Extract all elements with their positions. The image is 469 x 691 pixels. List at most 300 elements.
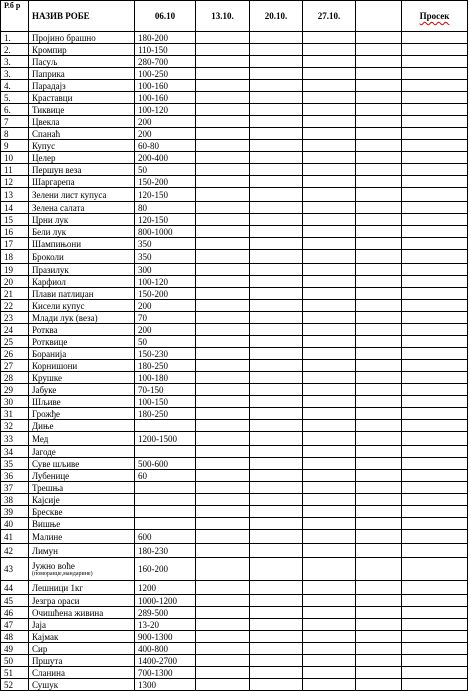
product-name-text: Језгра ораси <box>32 595 80 606</box>
table-row <box>1 202 468 214</box>
price-week-2 <box>196 679 250 691</box>
price-week-2 <box>196 506 250 518</box>
price-week-5 <box>356 408 402 420</box>
product-name-note: (поморанџе,мандарине) <box>32 570 93 577</box>
price-week-2 <box>196 68 250 80</box>
price-average <box>402 214 468 226</box>
price-week-5 <box>356 116 402 128</box>
product-name-text: Парадајз <box>32 80 66 91</box>
product-name-text: Плави патлиџан <box>32 288 94 299</box>
price-average <box>402 32 468 44</box>
table-body <box>1 32 468 691</box>
table-row <box>1 544 468 558</box>
price-week-5 <box>356 506 402 518</box>
product-name <box>29 188 135 202</box>
header-row <box>1 1 468 32</box>
price-week-2 <box>196 384 250 396</box>
product-name-text: Тиквице <box>32 104 65 115</box>
price-range-week-1: 60 <box>135 470 196 482</box>
row-number: 1. <box>1 32 29 44</box>
price-average <box>402 408 468 420</box>
price-week-4 <box>303 250 356 264</box>
price-week-3 <box>250 164 303 176</box>
table-row <box>1 446 468 458</box>
price-week-3 <box>250 312 303 324</box>
price-average <box>402 164 468 176</box>
price-range-week-1: 200 <box>135 116 196 128</box>
row-number: 19 <box>1 264 29 276</box>
row-number: 47 <box>1 619 29 631</box>
product-name <box>29 68 135 80</box>
price-week-2 <box>196 264 250 276</box>
price-average <box>402 679 468 691</box>
row-number: 28 <box>1 372 29 384</box>
price-average <box>402 558 468 581</box>
price-average <box>402 432 468 446</box>
table-row <box>1 226 468 238</box>
price-week-5 <box>356 56 402 68</box>
price-average <box>402 238 468 250</box>
table-row <box>1 348 468 360</box>
row-number: 10 <box>1 152 29 164</box>
price-week-4 <box>303 372 356 384</box>
price-range-week-1: 200-400 <box>135 152 196 164</box>
price-range-week-1: 350 <box>135 250 196 264</box>
product-name-text: Зелени лист купуса <box>32 189 107 200</box>
price-week-2 <box>196 202 250 214</box>
product-name-text: Црни лук <box>32 214 69 225</box>
price-week-4 <box>303 104 356 116</box>
price-week-5 <box>356 32 402 44</box>
row-number: 16 <box>1 226 29 238</box>
price-week-5 <box>356 558 402 581</box>
price-range-week-1: 60-80 <box>135 140 196 152</box>
price-week-2 <box>196 396 250 408</box>
table-row <box>1 667 468 679</box>
table-row <box>1 80 468 92</box>
product-name-text: Грожђе <box>32 408 60 419</box>
price-average <box>402 80 468 92</box>
price-week-4 <box>303 68 356 80</box>
table-row <box>1 655 468 667</box>
product-name <box>29 226 135 238</box>
header-average-label: Просек <box>419 11 450 21</box>
price-week-2 <box>196 176 250 188</box>
price-range-week-1: 1200-1500 <box>135 432 196 446</box>
price-week-4 <box>303 643 356 655</box>
product-name <box>29 92 135 104</box>
product-name <box>29 250 135 264</box>
product-name <box>29 607 135 619</box>
price-week-4 <box>303 396 356 408</box>
price-average <box>402 92 468 104</box>
row-number: 7 <box>1 116 29 128</box>
price-week-3 <box>250 384 303 396</box>
price-week-3 <box>250 68 303 80</box>
price-average <box>402 264 468 276</box>
price-week-3 <box>250 188 303 202</box>
product-name-text: Пасуљ <box>32 56 58 67</box>
price-range-week-1 <box>135 494 196 506</box>
price-week-4 <box>303 506 356 518</box>
product-name <box>29 360 135 372</box>
price-week-4 <box>303 188 356 202</box>
price-week-5 <box>356 482 402 494</box>
price-week-3 <box>250 518 303 530</box>
price-week-5 <box>356 336 402 348</box>
header-date-1: 06.10 <box>135 1 196 32</box>
price-range-week-1: 120-150 <box>135 214 196 226</box>
table-row <box>1 595 468 607</box>
product-name <box>29 288 135 300</box>
price-week-4 <box>303 518 356 530</box>
product-name-text: Лешници 1кг <box>32 582 84 593</box>
row-number: 43 <box>1 558 29 581</box>
product-name <box>29 619 135 631</box>
price-average <box>402 276 468 288</box>
table-row <box>1 214 468 226</box>
price-range-week-1: 150-200 <box>135 176 196 188</box>
price-week-2 <box>196 92 250 104</box>
price-week-3 <box>250 420 303 432</box>
price-week-5 <box>356 152 402 164</box>
row-number: 45 <box>1 595 29 607</box>
price-week-3 <box>250 176 303 188</box>
price-week-3 <box>250 619 303 631</box>
price-range-week-1: 180-250 <box>135 360 196 372</box>
price-week-2 <box>196 116 250 128</box>
table-row <box>1 68 468 80</box>
price-average <box>402 518 468 530</box>
row-number: 44 <box>1 581 29 595</box>
price-week-2 <box>196 607 250 619</box>
price-week-2 <box>196 372 250 384</box>
price-week-5 <box>356 458 402 470</box>
price-average <box>402 300 468 312</box>
row-number: 51 <box>1 667 29 679</box>
table-row <box>1 643 468 655</box>
product-name <box>29 32 135 44</box>
price-week-4 <box>303 619 356 631</box>
header-average <box>402 1 468 32</box>
price-week-3 <box>250 44 303 56</box>
price-week-5 <box>356 80 402 92</box>
product-name-text: Шаргарепа <box>32 176 75 187</box>
price-week-3 <box>250 679 303 691</box>
price-range-week-1 <box>135 506 196 518</box>
product-name-text: Шљиве <box>32 396 61 407</box>
product-name-text: Ротквице <box>32 336 68 347</box>
product-name <box>29 276 135 288</box>
price-week-3 <box>250 336 303 348</box>
price-average <box>402 396 468 408</box>
price-average <box>402 288 468 300</box>
price-week-5 <box>356 581 402 595</box>
table-row <box>1 140 468 152</box>
price-week-3 <box>250 558 303 581</box>
row-number: 20 <box>1 276 29 288</box>
price-week-4 <box>303 276 356 288</box>
price-week-3 <box>250 396 303 408</box>
price-average <box>402 544 468 558</box>
price-week-4 <box>303 581 356 595</box>
price-week-2 <box>196 348 250 360</box>
table-row <box>1 607 468 619</box>
product-name <box>29 140 135 152</box>
price-range-week-1: 1000-1200 <box>135 595 196 607</box>
price-week-4 <box>303 420 356 432</box>
product-name-text: Мед <box>32 433 49 444</box>
price-week-5 <box>356 288 402 300</box>
price-week-3 <box>250 116 303 128</box>
table-row <box>1 408 468 420</box>
product-name <box>29 482 135 494</box>
product-name-text: Першун веза <box>32 164 82 175</box>
price-week-4 <box>303 300 356 312</box>
price-range-week-1: 180-250 <box>135 408 196 420</box>
price-average <box>402 324 468 336</box>
price-average <box>402 631 468 643</box>
product-name-text: Спанаћ <box>32 128 61 139</box>
price-week-4 <box>303 288 356 300</box>
product-name <box>29 128 135 140</box>
price-week-5 <box>356 607 402 619</box>
price-week-4 <box>303 140 356 152</box>
product-name <box>29 238 135 250</box>
product-name-text: Сушук <box>32 679 59 690</box>
price-week-3 <box>250 360 303 372</box>
table-row <box>1 396 468 408</box>
price-week-2 <box>196 518 250 530</box>
price-week-2 <box>196 128 250 140</box>
product-name-text: Малине <box>32 531 63 542</box>
price-week-2 <box>196 140 250 152</box>
price-week-4 <box>303 44 356 56</box>
price-week-5 <box>356 432 402 446</box>
product-name-text: Шампињони <box>32 238 82 249</box>
product-name <box>29 470 135 482</box>
price-week-2 <box>196 80 250 92</box>
price-range-week-1: 900-1300 <box>135 631 196 643</box>
table-row <box>1 384 468 396</box>
product-name-text: Целер <box>32 152 56 163</box>
price-week-3 <box>250 140 303 152</box>
price-range-week-1 <box>135 518 196 530</box>
price-week-3 <box>250 667 303 679</box>
price-week-5 <box>356 300 402 312</box>
price-week-4 <box>303 32 356 44</box>
row-number: 48 <box>1 631 29 643</box>
price-week-3 <box>250 631 303 643</box>
product-name <box>29 518 135 530</box>
table-row <box>1 470 468 482</box>
price-week-2 <box>196 643 250 655</box>
price-week-4 <box>303 458 356 470</box>
product-name <box>29 432 135 446</box>
price-range-week-1: 600 <box>135 530 196 544</box>
price-week-5 <box>356 595 402 607</box>
row-number: 15 <box>1 214 29 226</box>
product-name <box>29 312 135 324</box>
price-average <box>402 140 468 152</box>
price-week-5 <box>356 679 402 691</box>
price-week-3 <box>250 80 303 92</box>
table-row <box>1 300 468 312</box>
table-row <box>1 92 468 104</box>
table-row <box>1 312 468 324</box>
price-average <box>402 202 468 214</box>
price-week-3 <box>250 372 303 384</box>
row-number: 38 <box>1 494 29 506</box>
product-name-text: Ротква <box>32 324 58 335</box>
price-range-week-1: 160-200 <box>135 558 196 581</box>
price-average <box>402 104 468 116</box>
price-week-2 <box>196 152 250 164</box>
product-name-text: Сланина <box>32 667 65 678</box>
price-week-5 <box>356 104 402 116</box>
price-week-4 <box>303 164 356 176</box>
price-range-week-1: 70-150 <box>135 384 196 396</box>
price-week-3 <box>250 324 303 336</box>
price-week-4 <box>303 238 356 250</box>
product-name-text: Кајмак <box>32 631 59 642</box>
price-average <box>402 482 468 494</box>
product-name-text: Зелена салата <box>32 202 85 213</box>
row-number: 27 <box>1 360 29 372</box>
table-row <box>1 619 468 631</box>
product-name <box>29 446 135 458</box>
row-number: 31 <box>1 408 29 420</box>
price-week-3 <box>250 104 303 116</box>
row-number: 13 <box>1 188 29 202</box>
table-row <box>1 56 468 68</box>
price-week-2 <box>196 276 250 288</box>
table-row <box>1 324 468 336</box>
price-week-2 <box>196 312 250 324</box>
price-week-5 <box>356 238 402 250</box>
product-name-text: Јужно воће <box>32 560 75 571</box>
price-range-week-1: 50 <box>135 336 196 348</box>
price-week-2 <box>196 250 250 264</box>
product-name <box>29 80 135 92</box>
price-week-4 <box>303 432 356 446</box>
price-week-2 <box>196 420 250 432</box>
table-row <box>1 558 468 581</box>
price-week-4 <box>303 530 356 544</box>
product-name <box>29 264 135 276</box>
price-week-3 <box>250 643 303 655</box>
price-week-4 <box>303 176 356 188</box>
product-name-text: Јаја <box>32 619 46 630</box>
product-name <box>29 643 135 655</box>
price-range-week-1 <box>135 446 196 458</box>
table-row <box>1 176 468 188</box>
table-row <box>1 631 468 643</box>
price-week-4 <box>303 558 356 581</box>
price-week-4 <box>303 80 356 92</box>
product-name <box>29 667 135 679</box>
price-average <box>402 360 468 372</box>
price-week-4 <box>303 544 356 558</box>
price-week-3 <box>250 128 303 140</box>
price-week-2 <box>196 164 250 176</box>
price-range-week-1: 100-180 <box>135 372 196 384</box>
row-number: 46 <box>1 607 29 619</box>
product-name-text: Паприка <box>32 68 65 79</box>
price-week-5 <box>356 44 402 56</box>
price-week-5 <box>356 667 402 679</box>
price-range-week-1: 400-800 <box>135 643 196 655</box>
table-row <box>1 360 468 372</box>
price-range-week-1: 100-150 <box>135 396 196 408</box>
price-week-5 <box>356 276 402 288</box>
table-row <box>1 518 468 530</box>
product-name-text: Лубенице <box>32 470 70 481</box>
table-row <box>1 506 468 518</box>
price-week-4 <box>303 56 356 68</box>
product-name-text: Млади лук (веза) <box>32 312 98 323</box>
price-week-5 <box>356 470 402 482</box>
product-name-text: Бели лук <box>32 226 67 237</box>
price-week-2 <box>196 238 250 250</box>
price-average <box>402 595 468 607</box>
product-name-text: Сир <box>32 643 48 654</box>
table-row <box>1 432 468 446</box>
price-average <box>402 420 468 432</box>
price-week-4 <box>303 607 356 619</box>
price-week-5 <box>356 619 402 631</box>
price-week-5 <box>356 384 402 396</box>
product-name-text: Краставци <box>32 92 73 103</box>
price-range-week-1: 150-230 <box>135 348 196 360</box>
product-name <box>29 336 135 348</box>
price-week-3 <box>250 276 303 288</box>
row-number: 40 <box>1 518 29 530</box>
price-week-2 <box>196 544 250 558</box>
table-row <box>1 581 468 595</box>
row-number: 3. <box>1 68 29 80</box>
table-row <box>1 420 468 432</box>
table-row <box>1 116 468 128</box>
table-row <box>1 44 468 56</box>
price-range-week-1: 150-200 <box>135 288 196 300</box>
price-week-5 <box>356 655 402 667</box>
price-average <box>402 384 468 396</box>
row-number: 4. <box>1 80 29 92</box>
row-number: 17 <box>1 238 29 250</box>
price-week-2 <box>196 408 250 420</box>
price-week-4 <box>303 446 356 458</box>
price-week-3 <box>250 226 303 238</box>
price-week-5 <box>356 372 402 384</box>
product-name <box>29 494 135 506</box>
price-week-2 <box>196 558 250 581</box>
price-week-4 <box>303 152 356 164</box>
price-average <box>402 226 468 238</box>
product-name <box>29 44 135 56</box>
price-week-3 <box>250 432 303 446</box>
table-row <box>1 238 468 250</box>
price-range-week-1: 100-120 <box>135 104 196 116</box>
price-week-4 <box>303 470 356 482</box>
price-week-3 <box>250 655 303 667</box>
price-week-2 <box>196 188 250 202</box>
product-name <box>29 595 135 607</box>
price-week-5 <box>356 544 402 558</box>
price-week-2 <box>196 432 250 446</box>
price-week-3 <box>250 581 303 595</box>
price-range-week-1: 100-120 <box>135 276 196 288</box>
